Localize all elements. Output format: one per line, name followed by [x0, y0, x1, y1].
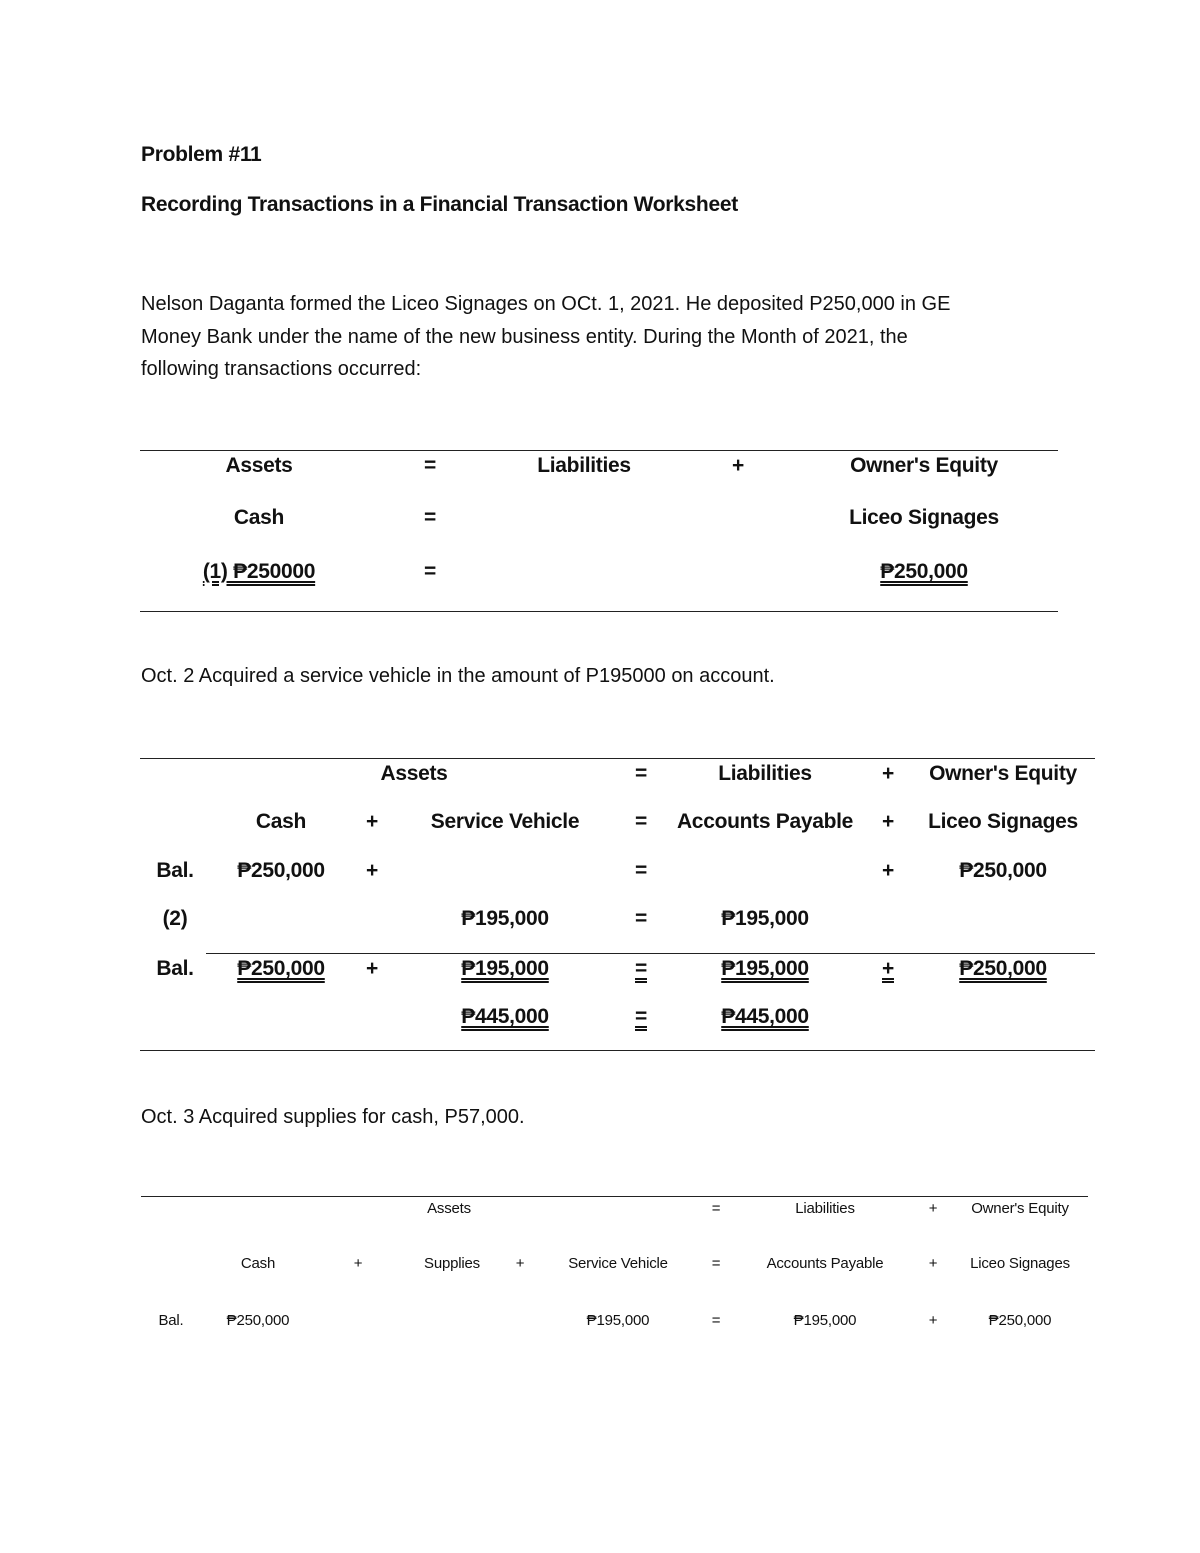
intro-line: Money Bank under the name of the new business entity. During the Month of 2021, the — [141, 325, 908, 348]
account-cash: Cash — [240, 1255, 276, 1272]
equity-balance: ₱250,000 — [988, 1312, 1052, 1329]
equals-sign: = — [635, 957, 647, 980]
table-bottom-rule — [140, 611, 1058, 612]
equity-balance: ₱250,000 — [959, 957, 1047, 980]
row-label: Bal. — [156, 957, 194, 980]
plus-sign: + — [732, 454, 744, 477]
plus-sign: + — [928, 1255, 938, 1272]
header-assets: Assets — [225, 454, 293, 477]
intro-line: Nelson Daganta formed the Liceo Signages on OCt. 1, 2021. He deposited P250,000 in GE — [141, 293, 951, 315]
plus-sign: + — [928, 1312, 938, 1329]
account-accounts-payable: Accounts Payable — [766, 1255, 884, 1272]
header-assets: Assets — [380, 762, 448, 785]
account-cash: Cash — [233, 506, 285, 529]
vehicle-amount: ₱195,000 — [461, 907, 549, 930]
equals-sign: = — [635, 859, 647, 882]
equals-sign: = — [424, 506, 436, 529]
account-service-vehicle: Service Vehicle — [430, 810, 580, 833]
account-liceo-signages: Liceo Signages — [970, 1255, 1070, 1272]
payable-balance: ₱195,000 — [721, 957, 809, 980]
account-liceo-signages: Liceo Signages — [849, 506, 999, 529]
row-label: (2) — [162, 907, 188, 930]
equity-amount: ₱250,000 — [880, 560, 968, 583]
plus-sign: + — [515, 1255, 525, 1272]
equals-sign: = — [711, 1312, 721, 1329]
header-owners-equity: Owner's Equity — [850, 454, 998, 477]
transaction-oct-2: Oct. 2 Acquired a service vehicle in the amount of P195000 on account. — [141, 665, 775, 687]
vehicle-balance: ₱195,000 — [586, 1312, 650, 1329]
equals-sign: = — [711, 1255, 721, 1272]
header-liabilities: Liabilities — [537, 454, 631, 477]
header-liabilities: Liabilities — [795, 1200, 855, 1217]
table-top-rule — [141, 1196, 1088, 1197]
worksheet-subtitle: Recording Transactions in a Financial Transaction Worksheet — [141, 193, 738, 216]
account-accounts-payable: Accounts Payable — [676, 810, 854, 833]
total-liabilities-equity: ₱445,000 — [721, 1005, 809, 1028]
plus-sign: + — [882, 762, 894, 785]
cash-balance: ₱250,000 — [226, 1312, 290, 1329]
intro-paragraph — [141, 288, 1021, 386]
payable-balance: ₱195,000 — [793, 1312, 857, 1329]
plus-sign: + — [366, 859, 378, 882]
header-owners-equity: Owner's Equity — [929, 762, 1077, 785]
total-assets: ₱445,000 — [461, 1005, 549, 1028]
equals-sign: = — [635, 762, 647, 785]
header-liabilities: Liabilities — [718, 762, 812, 785]
plus-sign: + — [882, 859, 894, 882]
header-assets: Assets — [427, 1200, 471, 1217]
equals-sign: = — [635, 810, 647, 833]
row-label: Bal. — [158, 1312, 184, 1329]
plus-sign: + — [366, 810, 378, 833]
plus-sign: + — [882, 810, 894, 833]
cash-balance: ₱250,000 — [237, 859, 325, 882]
row-label: Bal. — [156, 859, 194, 882]
transaction-oct-3: Oct. 3 Acquired supplies for cash, P57,000. — [141, 1106, 525, 1128]
problem-title: Problem #11 — [141, 143, 262, 166]
equals-sign: = — [635, 1005, 647, 1028]
account-supplies: Supplies — [424, 1255, 480, 1272]
payable-amount: ₱195,000 — [721, 907, 809, 930]
cash-amount: (1) ₱250000 — [202, 560, 316, 583]
subtotal-rule — [206, 953, 1095, 954]
account-liceo-signages: Liceo Signages — [928, 810, 1078, 833]
equals-sign: = — [711, 1200, 721, 1217]
plus-sign: + — [928, 1200, 938, 1217]
equity-balance: ₱250,000 — [959, 859, 1047, 882]
header-owners-equity: Owner's Equity — [971, 1200, 1069, 1217]
table-top-rule — [140, 450, 1058, 451]
table-top-rule — [140, 758, 1095, 759]
account-service-vehicle: Service Vehicle — [568, 1255, 668, 1272]
plus-sign: + — [366, 957, 378, 980]
equals-sign: = — [424, 454, 436, 477]
vehicle-balance: ₱195,000 — [461, 957, 549, 980]
cash-balance: ₱250,000 — [237, 957, 325, 980]
table-bottom-rule — [140, 1050, 1095, 1051]
plus-sign: + — [882, 957, 894, 980]
equals-sign: = — [635, 907, 647, 930]
equals-sign: = — [424, 560, 436, 583]
plus-sign: + — [353, 1255, 363, 1272]
account-cash: Cash — [255, 810, 307, 833]
intro-line: following transactions occurred: — [141, 358, 422, 380]
